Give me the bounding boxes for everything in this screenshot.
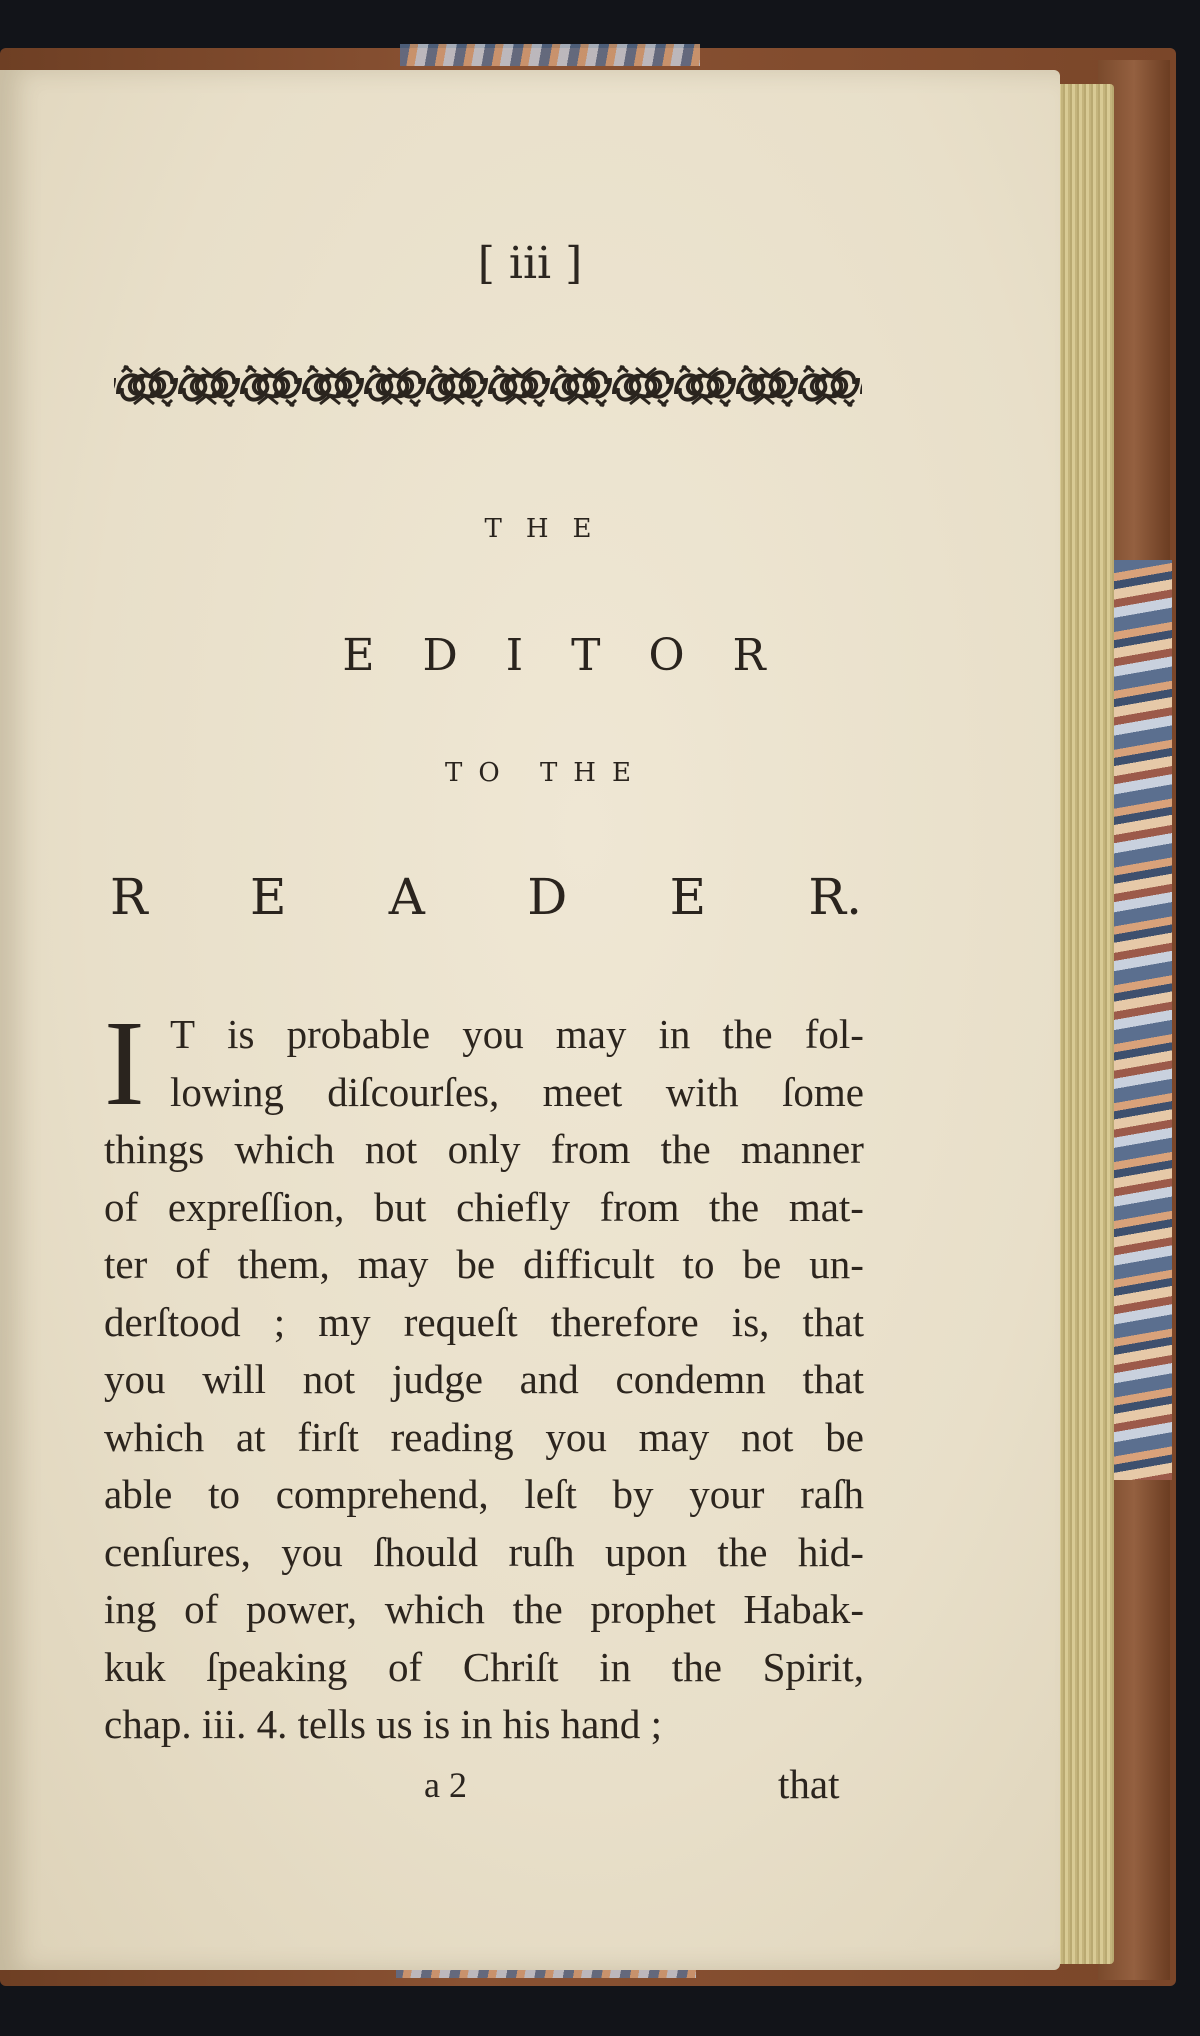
text-line: you will not judge and condemn that <box>104 1356 864 1402</box>
text-line: T is probable you may in the fol- <box>170 1011 864 1057</box>
heading-reader-letter: E <box>249 868 287 926</box>
heading-the: THE <box>484 514 616 544</box>
text-line: kuk ſpeaking of Chriſt in the Spirit, <box>104 1643 864 1690</box>
signature-mark: a 2 <box>424 1765 467 1805</box>
printers-ornament <box>114 364 862 452</box>
marbled-endpaper-top <box>400 44 700 66</box>
drop-cap: I <box>104 996 145 1131</box>
text-line: derſtood ; my requeſt therefore is, that <box>104 1298 864 1345</box>
text-line: chap. iii. 4. tells us is in his hand ; <box>104 1701 663 1747</box>
text-line: ter of them, may be difficult to be un- <box>104 1241 864 1287</box>
text-line: able to comprehend, leſt by your raſh <box>104 1471 864 1517</box>
page-block-edge <box>1056 84 1114 1964</box>
heading-reader-letter: R. <box>808 868 862 926</box>
book-page <box>0 70 1060 1970</box>
text-line: lowing diſcourſes, meet with ſome <box>170 1068 864 1115</box>
text-line: ing of power, which the prophet Habak- <box>104 1586 864 1632</box>
heading-editor: EDITOR <box>342 630 814 681</box>
heading-reader-letter: D <box>527 868 568 926</box>
marbled-endpaper <box>1108 560 1172 1480</box>
text-line: of expreſſion, but chiefly from the mat- <box>104 1183 864 1230</box>
heading-reader-letter: R <box>110 868 148 926</box>
heading-reader <box>110 868 862 926</box>
heading-reader-letter: E <box>669 868 707 926</box>
heading-to-the: TO THE <box>445 758 647 788</box>
heading-reader-letter: A <box>388 868 425 926</box>
text-line: which at firſt reading you may not be <box>104 1413 864 1460</box>
page-number: [ iii ] <box>477 238 583 289</box>
text-line: things which not only from the manner <box>104 1126 864 1172</box>
catchword: that <box>778 1761 840 1807</box>
body-text <box>104 996 864 1754</box>
text-line: cenſures, you ſhould ruſh upon the hid- <box>104 1528 864 1575</box>
